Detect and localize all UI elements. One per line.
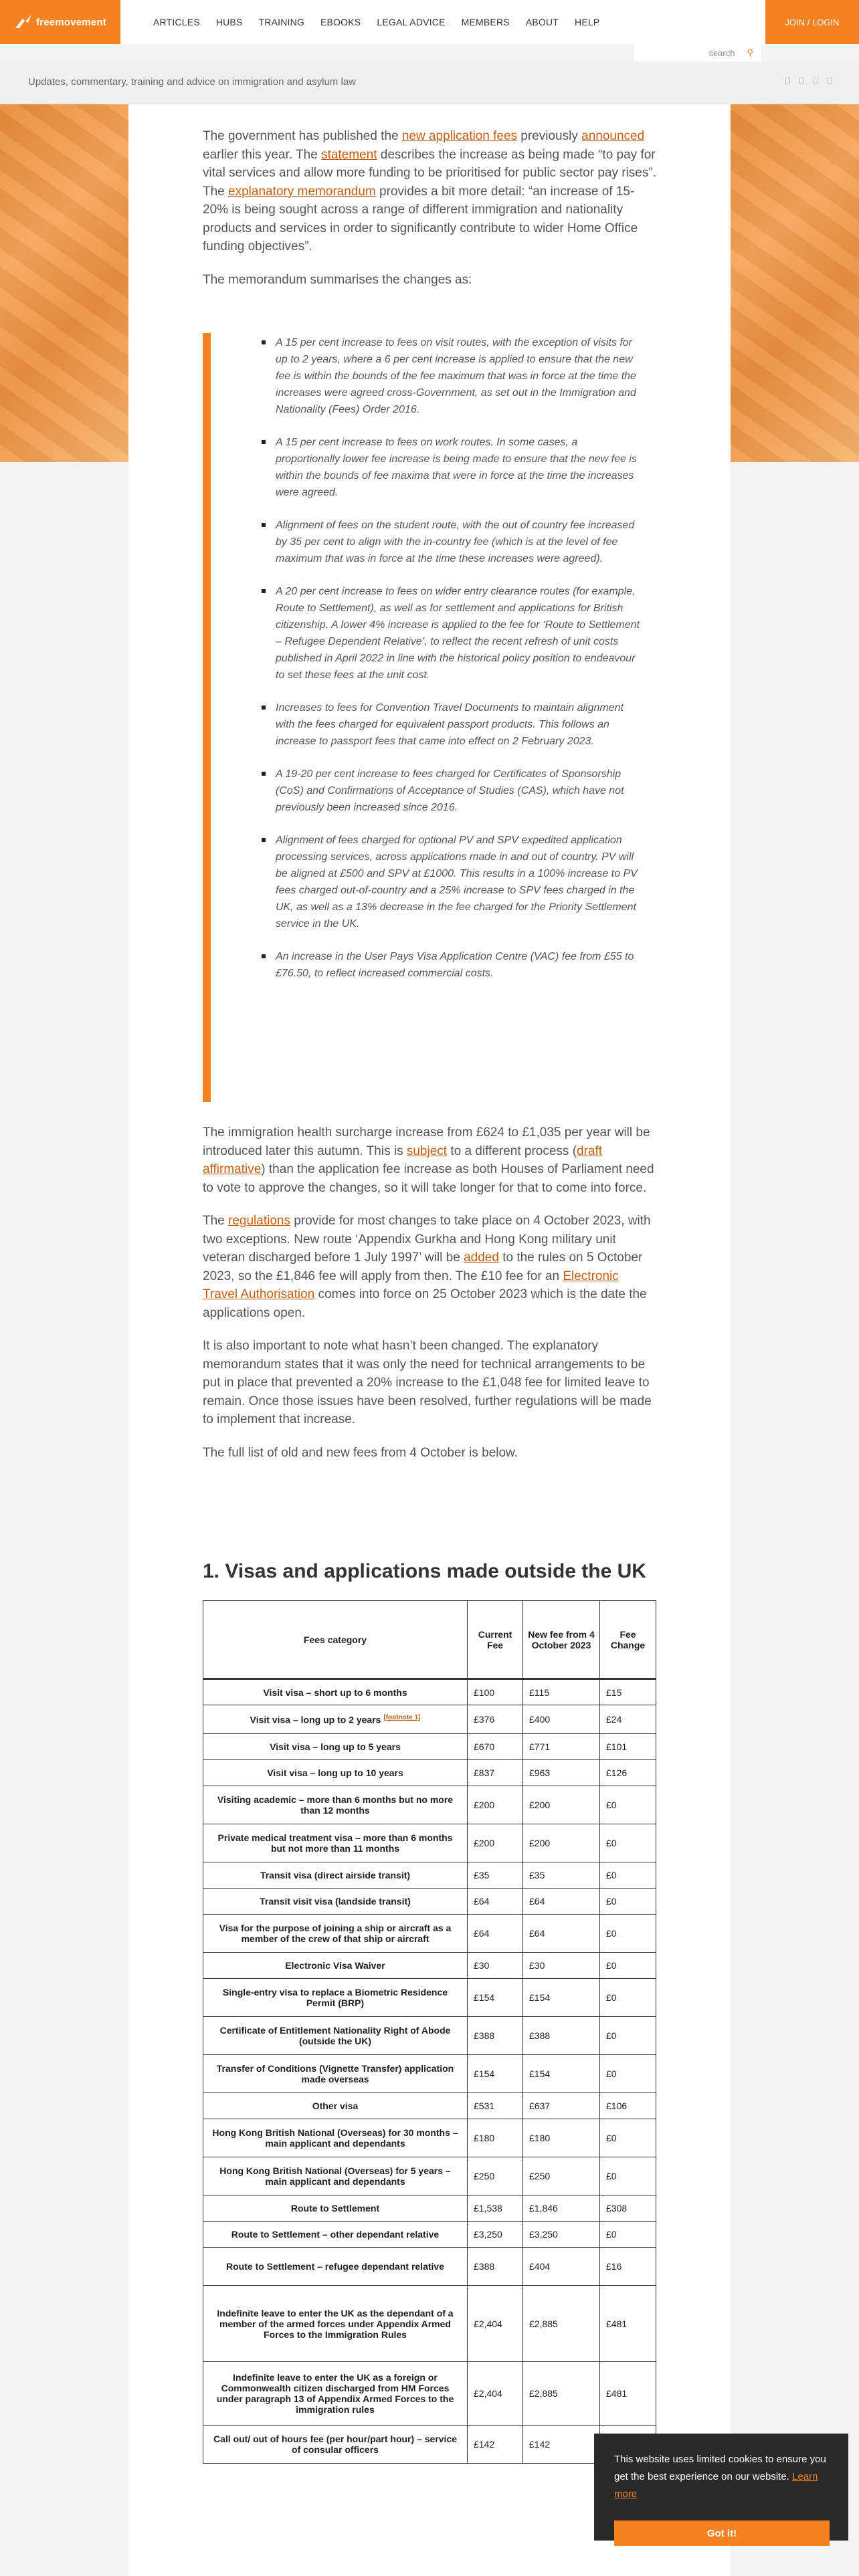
fee-change-cell <box>600 2195 656 2222</box>
search-box[interactable] <box>634 44 761 62</box>
cell-text: £250 <box>529 2171 551 2181</box>
cell-text: Route to Settlement <box>290 2203 380 2214</box>
cell-text: £106 <box>606 2101 628 2111</box>
list-item: Alignment of fees charged for optional PV and SPV expedited application processing services, across applications made in and out of country. PV will be aligned at £500 and SPV at £1000. This results in a 100% increase to PV fees charged out-of-country and a 25% increase to SPV fees charged in the UK, as well as a 13% decrease in the fee charged for the Priority Settlement service in the UK. <box>211 832 656 932</box>
table-row <box>203 2055 656 2093</box>
site-logo[interactable] <box>0 0 120 44</box>
fee-category-cell <box>203 1953 468 1979</box>
fee-change-cell <box>600 2055 656 2093</box>
column-header: Fees category <box>203 1601 468 1679</box>
fee-category-cell <box>203 2362 468 2426</box>
table-row <box>203 1786 656 1824</box>
fee-change-cell <box>600 1824 656 1862</box>
new-fee-cell <box>523 1734 600 1760</box>
intro-paragraph <box>203 127 656 256</box>
cell-text: £100 <box>474 1687 495 1698</box>
new-fee-cell <box>523 2426 600 2464</box>
text-span: to the rules on 5 October 2023, so the £1,846 fee will apply from then. The £10 fee for an <box>203 1251 643 1283</box>
table-row <box>203 2362 656 2426</box>
social-links <box>785 78 832 84</box>
cookie-message <box>614 2451 828 2503</box>
table-row <box>203 1862 656 1889</box>
text-span: earlier this year. The <box>203 147 322 162</box>
cell-text: £0 <box>606 2030 617 2041</box>
fee-change-cell <box>600 1915 656 1953</box>
cell-text: £200 <box>529 1838 551 1848</box>
current-fee-cell <box>468 2362 523 2426</box>
cookie-banner <box>594 2434 848 2541</box>
list-item: An increase in the User Pays Visa Application Centre (VAC) fee from £55 to £76.50, to reflect increased commercial costs. <box>211 948 656 982</box>
cell-text: Other visa <box>312 2101 359 2111</box>
fee-change-cell <box>600 2248 656 2286</box>
table-row <box>203 1889 656 1915</box>
link-explanatory-memorandum[interactable]: explanatory memorandum <box>228 184 376 199</box>
cell-text: £481 <box>606 2318 628 2329</box>
cell-text: £0 <box>606 2229 617 2240</box>
new-fee-cell <box>523 2017 600 2055</box>
fee-category-cell <box>203 1786 468 1824</box>
cookie-text: This website uses limited cookies to ensure you get the best experience on our website. <box>614 2454 826 2482</box>
section-heading: 1. Visas and applications made outside the UK <box>203 1560 646 1582</box>
cell-text: £388 <box>529 2030 551 2041</box>
bird-logo-icon <box>13 12 33 32</box>
cell-text: £2,404 <box>474 2388 502 2399</box>
cell-text: £1,538 <box>474 2203 502 2214</box>
main-nav <box>153 0 599 44</box>
table-row <box>203 1953 656 1979</box>
new-fee-cell <box>523 1915 600 1953</box>
current-fee-cell <box>468 1953 523 1979</box>
link-regulations[interactable]: regulations <box>228 1214 290 1228</box>
cell-text: £481 <box>606 2388 628 2399</box>
cell-text: £154 <box>529 1992 551 2003</box>
cell-text: Transit visa (direct airside transit) <box>260 1870 411 1881</box>
table-row <box>203 2248 656 2286</box>
table-header-row <box>203 1601 656 1679</box>
cell-text: Route to Settlement – refugee dependant relative <box>226 2261 444 2272</box>
fee-category-cell <box>203 1862 468 1889</box>
article-intro <box>203 127 656 289</box>
cell-text: £24 <box>606 1714 622 1725</box>
cell-text: Private medical treatment visa – more than 6 months but not more than 11 months <box>217 1832 453 1854</box>
cell-text: £154 <box>529 2068 551 2079</box>
text-span: ) than the application fee increase as both Houses of Parliament need to vote to approve the changes, so it will take longer for that to come into force. <box>203 1162 654 1195</box>
cell-text: Call out/ out of hours fee (per hour/part hour) – service of consular officers <box>213 2434 458 2455</box>
text-span: comes into force on 25 October 2023 which is the date the applications open. <box>203 1287 647 1320</box>
fee-category-cell <box>203 2017 468 2055</box>
cell-text: £0 <box>606 1896 617 1907</box>
text-span: to a different process ( <box>447 1144 577 1158</box>
table-row <box>203 1734 656 1760</box>
list-item: A 15 per cent increase to fees on work routes. In some cases, a proportionally lower fee increase is being made to ensure that the new fee is within the bounds of fee maxima that were in force at the time the increases were agreed. <box>211 434 656 501</box>
cell-text: £154 <box>474 1992 495 2003</box>
table-row <box>203 2426 656 2464</box>
new-fee-cell <box>523 2362 600 2426</box>
cell-text: £0 <box>606 2133 617 2143</box>
new-fee-cell <box>523 2119 600 2157</box>
fee-change-cell <box>600 2093 656 2119</box>
cell-text: £154 <box>474 2068 495 2079</box>
cell-text: £0 <box>606 1960 617 1971</box>
cell-text: £3,250 <box>529 2229 558 2240</box>
memorandum-lead: The memorandum summarises the changes as: <box>203 272 472 287</box>
cell-text: £101 <box>606 1741 628 1752</box>
table-row <box>203 2119 656 2157</box>
cell-text: £0 <box>606 1800 617 1810</box>
cell-text: £3,250 <box>474 2229 502 2240</box>
cell-text: £0 <box>606 2068 617 2079</box>
new-fee-cell <box>523 1760 600 1786</box>
current-fee-cell <box>468 1862 523 1889</box>
new-fee-cell <box>523 1979 600 2017</box>
cell-text: £0 <box>606 1838 617 1848</box>
full-list-paragraph: The full list of old and new fees from 4 October is below. <box>203 1445 518 1460</box>
nav-item-hubs[interactable]: HUBS <box>215 17 243 27</box>
cell-text: Visiting academic – more than 6 months but no more than 12 months <box>217 1794 454 1816</box>
cell-text: £64 <box>529 1896 545 1907</box>
current-fee-cell <box>468 1679 523 1705</box>
table-row <box>203 1760 656 1786</box>
cell-text: £0 <box>606 1928 617 1939</box>
fee-change-cell <box>600 1679 656 1705</box>
cell-text: Indefinite leave to enter the UK as the dependant of a member of the armed forces under Appendix Armed Forces to the Immigration Rules <box>217 2307 454 2340</box>
link-subject[interactable]: subject <box>406 1144 448 1158</box>
nav-item-training[interactable]: TRAINING <box>258 17 305 27</box>
fee-change-cell <box>600 1786 656 1824</box>
unchanged-paragraph: It is also important to note what hasn’t been changed. The explanatory memorandum states that it was only the need for technical arrangements to be put in place that prevented a 20% increase to the £1,048 fee for limited leave to remain. Once those issues have been resolved, further regulations will be made to implement that increase. <box>203 1339 652 1426</box>
current-fee-cell <box>468 1705 523 1734</box>
list-item: A 20 per cent increase to fees on wider entry clearance routes (for example, Route to Settlement), as well as for settlement and applications for British citizenship. A lower 4% increase is applied to the fee for ‘Route to Settlement – Refugee Dependent Relative’, to reflect the recent refresh of unit costs published in April 2022 in line with the historical policy position to endeavour to set these fees at the unit cost. <box>211 583 656 683</box>
cell-text: Visit visa – short up to 6 months <box>263 1687 407 1698</box>
cell-text: £2,885 <box>529 2318 558 2329</box>
current-fee-cell <box>468 2017 523 2055</box>
new-fee-cell <box>523 1889 600 1915</box>
list-item: Increases to fees for Convention Travel Documents to maintain alignment with the fees charged for equivalent passport products. This follows an increase to passport fees that came into effect on 2 February 2023. <box>211 700 656 750</box>
fee-change-cell <box>600 1862 656 1889</box>
text-span: previously <box>517 129 582 143</box>
new-fee-cell <box>523 1953 600 1979</box>
memorandum-list <box>211 334 656 982</box>
current-fee-cell <box>468 1915 523 1953</box>
fee-change-cell <box>600 2017 656 2055</box>
cell-text: £200 <box>474 1800 495 1810</box>
search-icon[interactable]: ⚲ <box>747 47 753 58</box>
cell-text: £126 <box>606 1767 628 1778</box>
cell-text: £64 <box>529 1928 545 1939</box>
nav-item-ebooks[interactable]: EBOOKS <box>320 17 361 27</box>
new-fee-cell <box>523 2195 600 2222</box>
list-item: A 15 per cent increase to fees on visit routes, with the exception of visits for up to 2 years, where a 6 per cent increase is applied to ensure that the new fee is within the bounds of the fee maximum that was in force at the time the increases were agreed cross-Government, as set out in the Immigration and Nationality (Fees) Order 2016. <box>211 334 656 418</box>
fee-category-cell <box>203 2195 468 2222</box>
current-fee-cell <box>468 1760 523 1786</box>
cell-text: Single-entry visa to replace a Biometric Residence Permit (BRP) <box>222 1987 448 2008</box>
rss-icon[interactable] <box>828 78 832 84</box>
nav-item-articles[interactable]: ARTICLES <box>153 17 200 27</box>
table-row <box>203 2157 656 2195</box>
fee-category-cell <box>203 1679 468 1705</box>
fee-category-cell <box>203 2426 468 2464</box>
column-header: Fee Change <box>600 1601 656 1679</box>
table-row <box>203 1679 656 1705</box>
decorative-banner-left <box>0 104 128 462</box>
fee-category-cell <box>203 2093 468 2119</box>
table-row <box>203 1979 656 2017</box>
nav-item-members[interactable]: MEMBERS <box>461 17 510 27</box>
table-row <box>203 2222 656 2248</box>
cell-text: £2,885 <box>529 2388 558 2399</box>
current-fee-cell <box>468 1734 523 1760</box>
cell-text: Route to Settlement – other dependant relative <box>231 2229 440 2240</box>
cell-text: £376 <box>474 1714 495 1725</box>
column-header: New fee from 4 October 2023 <box>523 1601 600 1679</box>
learn-more-link[interactable]: Learn more <box>614 2471 818 2500</box>
cell-text: £388 <box>474 2261 495 2272</box>
current-fee-cell <box>468 1979 523 2017</box>
cell-text: Transfer of Conditions (Vignette Transfer) application made overseas <box>216 2063 454 2084</box>
cell-text: Visit visa – long up to 5 years <box>270 1741 401 1752</box>
health-surcharge-paragraph <box>203 1123 656 1197</box>
decorative-banner-right <box>731 104 859 462</box>
join-login-button[interactable]: JOIN / LOGIN <box>765 0 859 44</box>
cell-text: Electronic Visa Waiver <box>285 1960 385 1971</box>
new-fee-cell <box>523 2222 600 2248</box>
cell-text: £637 <box>529 2101 551 2111</box>
nav-item-legal-advice[interactable]: LEGAL ADVICE <box>377 17 446 27</box>
current-fee-cell <box>468 2286 523 2362</box>
search-input[interactable]: search <box>708 47 735 58</box>
fee-change-cell <box>600 1760 656 1786</box>
new-fee-cell <box>523 2157 600 2195</box>
fee-change-cell <box>600 2157 656 2195</box>
link-statement[interactable]: statement <box>321 147 377 162</box>
cell-text: £30 <box>529 1960 545 1971</box>
cell-text: £15 <box>606 1687 622 1698</box>
list-item: A 19-20 per cent increase to fees charged for Certificates of Sponsorship (CoS) and Confirmations of Acceptance of Studies (CAS), which have not previously been increased since 2016. <box>211 766 656 816</box>
cell-text: £1,846 <box>529 2203 558 2214</box>
fees-table-body <box>203 1679 656 2464</box>
current-fee-cell <box>468 2157 523 2195</box>
cell-text: Visit visa – long up to 10 years <box>267 1767 403 1778</box>
fee-category-cell <box>203 1760 468 1786</box>
cell-text: £0 <box>606 1992 617 2003</box>
fee-change-cell <box>600 2119 656 2157</box>
list-item: Alignment of fees on the student route, with the out of country fee increased by 35 per cent to align with the in-country fee (which is at the level of fee maximum that was in force at the time these increases were agreed). <box>211 517 656 567</box>
fees-table <box>203 1600 656 2464</box>
cell-text: £200 <box>474 1838 495 1848</box>
cell-text: £404 <box>529 2261 551 2272</box>
cell-text: Visit visa – long up to 2 years <box>250 1714 381 1725</box>
facebook-icon[interactable] <box>799 78 804 84</box>
fee-category-cell <box>203 1979 468 2017</box>
fee-category-cell <box>203 1824 468 1862</box>
cell-text: £837 <box>474 1767 495 1778</box>
table-row <box>203 2017 656 2055</box>
current-fee-cell <box>468 2222 523 2248</box>
link-added[interactable]: added <box>464 1251 499 1265</box>
new-fee-cell <box>523 2248 600 2286</box>
tagline-bar <box>0 62 859 104</box>
cell-text: Transit visit visa (landside transit) <box>260 1896 411 1907</box>
table-row <box>203 2195 656 2222</box>
fee-category-cell <box>203 1705 468 1734</box>
cell-text: Hong Kong British National (Overseas) for 30 months – main applicant and dependants <box>212 2127 458 2149</box>
new-fee-cell <box>523 1824 600 1862</box>
new-fee-cell <box>523 1705 600 1734</box>
twitter-icon[interactable] <box>785 78 790 84</box>
regulations-paragraph <box>203 1212 656 1322</box>
cell-text: £180 <box>529 2133 551 2143</box>
cell-text: £142 <box>529 2439 551 2450</box>
cell-text: £2,404 <box>474 2318 502 2329</box>
fee-category-cell <box>203 2119 468 2157</box>
link-electronic-travel-authorisation[interactable]: Electronic Travel Authorisation <box>203 1269 619 1301</box>
fee-change-cell <box>600 1705 656 1734</box>
new-fee-cell <box>523 2093 600 2119</box>
cell-text: £963 <box>529 1767 551 1778</box>
linkedin-icon[interactable] <box>814 78 818 84</box>
fee-category-cell <box>203 2248 468 2286</box>
table-row <box>203 1705 656 1734</box>
current-fee-cell <box>468 2119 523 2157</box>
link-draft-affirmative[interactable]: draft affirmative <box>203 1144 603 1176</box>
fee-category-cell <box>203 1734 468 1760</box>
new-fee-cell <box>523 1679 600 1705</box>
top-navigation-bar <box>0 0 859 44</box>
cell-text: £0 <box>606 2171 617 2181</box>
new-fee-cell <box>523 1862 600 1889</box>
text-span: provides a bit more detail: “an increase of 15-20% is being sought across a range of different immigration and nationality products and services in order to significantly contribute to wider Home Office funding objectives”. <box>203 184 638 253</box>
cell-text: £531 <box>474 2101 495 2111</box>
new-fee-cell <box>523 2286 600 2362</box>
current-fee-cell <box>468 2055 523 2093</box>
footnote-link[interactable]: [footnote 1] <box>383 1713 421 1721</box>
fee-change-cell <box>600 2222 656 2248</box>
fee-category-cell <box>203 1889 468 1915</box>
cell-text: £388 <box>474 2030 495 2041</box>
fee-change-cell <box>600 2286 656 2362</box>
table-row <box>203 2093 656 2119</box>
table-row <box>203 1824 656 1862</box>
current-fee-cell <box>468 2195 523 2222</box>
new-fee-cell <box>523 2055 600 2093</box>
text-span: The immigration health surcharge increase from £624 to £1,035 per year will be introduced later this autumn. This is <box>203 1125 650 1158</box>
current-fee-cell <box>468 1889 523 1915</box>
cell-text: £35 <box>529 1870 545 1881</box>
site-tagline: Updates, commentary, training and advice on immigration and asylum law <box>28 76 356 88</box>
current-fee-cell <box>468 2426 523 2464</box>
fee-change-cell <box>600 1979 656 2017</box>
cell-text: £64 <box>474 1896 490 1907</box>
text-span: The government has published the <box>203 129 402 143</box>
cell-text: £35 <box>474 1870 490 1881</box>
text-span: provide for most changes to take place on 4 October 2023, with two exceptions. New route ‘Appendix Gurkha and Hong Kong military unit veteran discharged before 1 July 1997’ will be <box>203 1214 651 1265</box>
cell-text: £30 <box>474 1960 490 1971</box>
current-fee-cell <box>468 1824 523 1862</box>
fee-category-cell <box>203 2222 468 2248</box>
fee-change-cell <box>600 1734 656 1760</box>
fee-change-cell <box>600 1953 656 1979</box>
nav-item-help[interactable]: HELP <box>575 17 600 27</box>
cell-text: £16 <box>606 2261 622 2272</box>
current-fee-cell <box>468 2248 523 2286</box>
link-announced[interactable]: announced <box>581 129 645 143</box>
cell-text: £771 <box>529 1741 551 1752</box>
current-fee-cell <box>468 1786 523 1824</box>
cell-text: £64 <box>474 1928 490 1939</box>
logo-text: freemovement <box>36 16 106 28</box>
cell-text: £180 <box>474 2133 495 2143</box>
nav-item-about[interactable]: ABOUT <box>525 17 559 27</box>
table-row <box>203 2286 656 2362</box>
table-row <box>203 1915 656 1953</box>
cell-text: £250 <box>474 2171 495 2181</box>
cell-text: £400 <box>529 1714 551 1725</box>
fee-category-cell <box>203 2286 468 2362</box>
fee-category-cell <box>203 2157 468 2195</box>
cell-text: Hong Kong British National (Overseas) for 5 years – main applicant and dependants <box>219 2165 451 2187</box>
cell-text: Indefinite leave to enter the UK as a foreign or Commonwealth citizen discharged from HM Forces under paragraph 13 of Appendix Armed Forces to the immigration rules <box>216 2372 454 2415</box>
cell-text: £115 <box>529 1687 550 1698</box>
cell-text: Certificate of Entitlement Nationality Right of Abode (outside the UK) <box>219 2025 451 2046</box>
link-new-application-fees[interactable]: new application fees <box>401 129 518 143</box>
fee-change-cell <box>600 1889 656 1915</box>
fee-change-cell <box>600 2362 656 2426</box>
article-body <box>203 1123 656 1462</box>
cell-text: £670 <box>474 1741 495 1752</box>
column-header: Current Fee <box>468 1601 523 1679</box>
text-span: describes the increase as being made “to pay for vital services and allow more funding to be prioritised for public sector pay rises”. The <box>203 147 656 199</box>
new-fee-cell <box>523 1786 600 1824</box>
fee-category-cell <box>203 2055 468 2093</box>
fee-category-cell <box>203 1915 468 1953</box>
memorandum-blockquote <box>203 333 656 1102</box>
cell-text: £0 <box>606 1870 617 1881</box>
text-span: The <box>203 1214 229 1228</box>
current-fee-cell <box>468 2093 523 2119</box>
cell-text: £308 <box>606 2203 628 2214</box>
cell-text: £200 <box>529 1800 551 1810</box>
cell-text: Visa for the purpose of joining a ship or aircraft as a member of the crew of that ship or aircraft <box>219 1923 452 1944</box>
cell-text: £142 <box>474 2439 495 2450</box>
cookie-accept-button[interactable]: Got it! <box>614 2520 830 2546</box>
